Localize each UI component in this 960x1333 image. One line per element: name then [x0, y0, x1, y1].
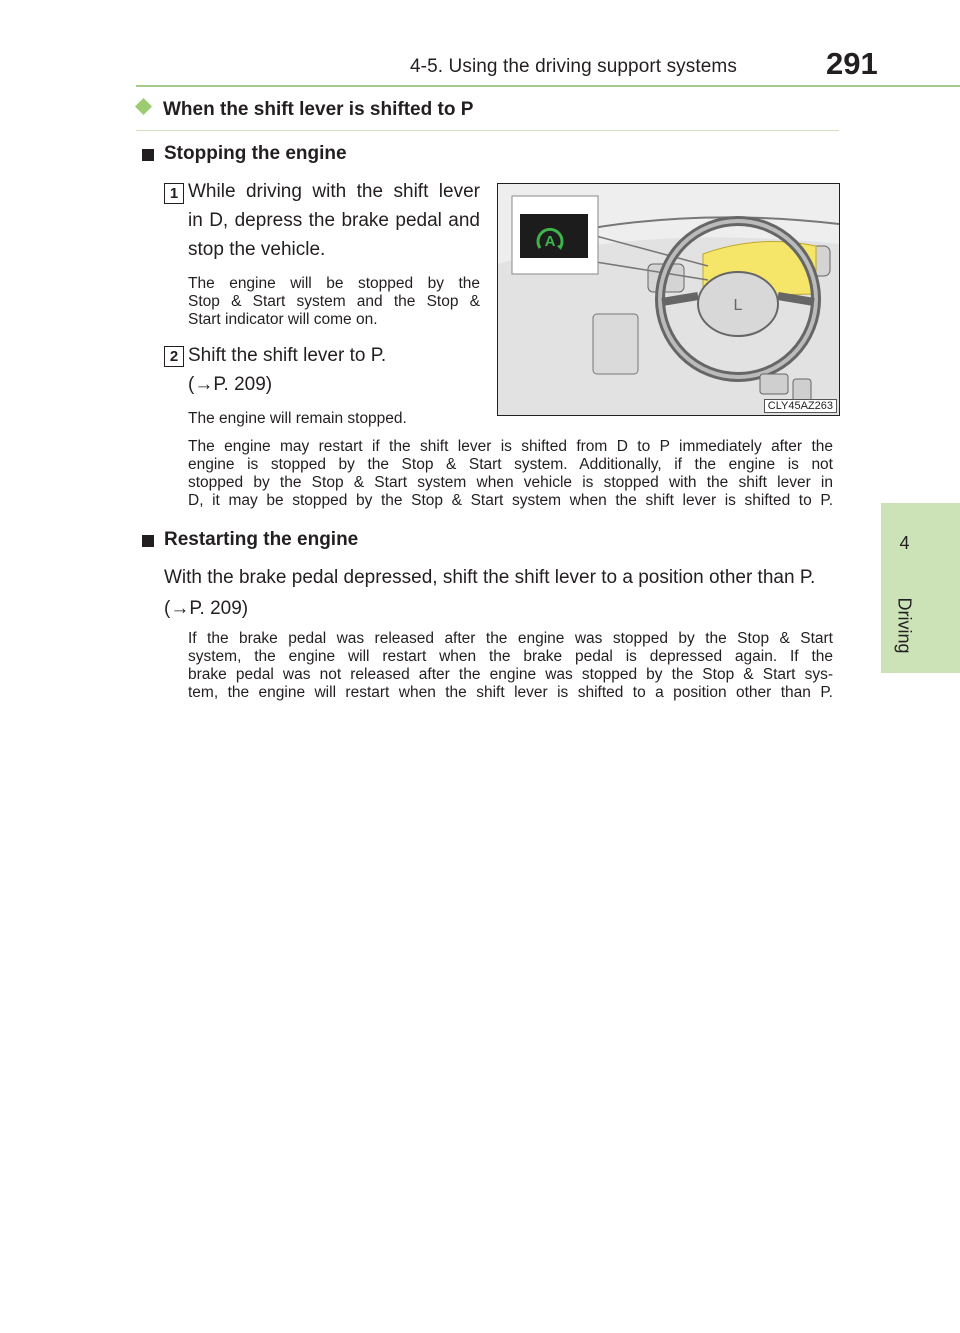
- stopping-note-line: The engine may restart if the shift lever is shifted from D to P immediately after the: [188, 438, 833, 455]
- step-2-badge: 2: [164, 346, 184, 367]
- step-1-badge: 1: [164, 183, 184, 204]
- step-1-note-line: The engine will be stopped by the: [188, 275, 480, 292]
- square-bullet-icon: [142, 149, 154, 161]
- step-1-note-line: Stop & Start system and the Stop &: [188, 293, 480, 310]
- dashboard-illustration: [497, 183, 840, 416]
- step-1-text: [188, 177, 480, 264]
- svg-text:A: A: [544, 233, 556, 250]
- section-title: When the shift lever is shifted to P: [163, 99, 474, 120]
- stopping-note: [188, 438, 833, 510]
- running-header-section: 4-5. Using the driving support systems: [410, 56, 737, 77]
- chapter-label: Driving: [894, 597, 915, 654]
- stopping-note-line: engine is stopped by the Stop & Start system. Additionally, if the engine is not: [188, 456, 833, 473]
- step-1-note-line: Start indicator will come on.: [188, 311, 378, 328]
- stopping-note-line: stopped by the Stop & Start system when vehicle is stopped with the shift lever in: [188, 474, 833, 491]
- step-1-line: stop the vehicle.: [188, 239, 326, 260]
- restarting-heading: Restarting the engine: [164, 529, 359, 550]
- step-1-note: [188, 275, 480, 329]
- stop-start-indicator-glyph: [534, 224, 566, 256]
- restarting-note: [188, 630, 833, 702]
- restarting-line: (→P. 209): [164, 598, 249, 619]
- header-rule: [136, 85, 960, 87]
- chapter-number: 4: [899, 533, 910, 553]
- svg-text:L: L: [733, 297, 743, 314]
- page-number: 291: [826, 46, 878, 81]
- step-1-line: While driving with the shift lever: [188, 181, 480, 202]
- restarting-line: With the brake pedal depressed, shift the shift lever to a position other than P.: [164, 567, 816, 588]
- restarting-note-line: system, the engine will restart when the brake pedal is depressed again. If the: [188, 648, 833, 665]
- steering-wheel-illustration: [498, 184, 839, 415]
- stopping-note-line: D, it may be stopped by the Stop & Start system when the shift lever is shifted to P.: [188, 492, 833, 509]
- step-2-text: [188, 341, 480, 399]
- restarting-note-line: If the brake pedal was released after the engine was stopped by the Stop & Start: [188, 630, 833, 647]
- square-bullet-icon: [142, 535, 154, 547]
- figure-code: CLY45AZ263: [764, 399, 837, 413]
- step-1-line: in D, depress the brake pedal and: [188, 210, 480, 231]
- stopping-heading: Stopping the engine: [164, 143, 347, 164]
- restarting-note-line: brake pedal was not released after the engine was stopped by the Stop & Start sys-: [188, 666, 833, 683]
- section-rule: [136, 130, 839, 131]
- restarting-text: [164, 563, 836, 623]
- step-2-line: (→P. 209): [188, 374, 273, 395]
- diamond-bullet-icon: [135, 98, 152, 115]
- step-2-line: Shift the shift lever to P.: [188, 345, 387, 366]
- stop-start-indicator-icon: [534, 224, 566, 256]
- restarting-note-line: tem, the engine will restart when the shift lever is shifted to a position other than P.: [188, 684, 833, 701]
- step-2-note: The engine will remain stopped.: [188, 410, 407, 427]
